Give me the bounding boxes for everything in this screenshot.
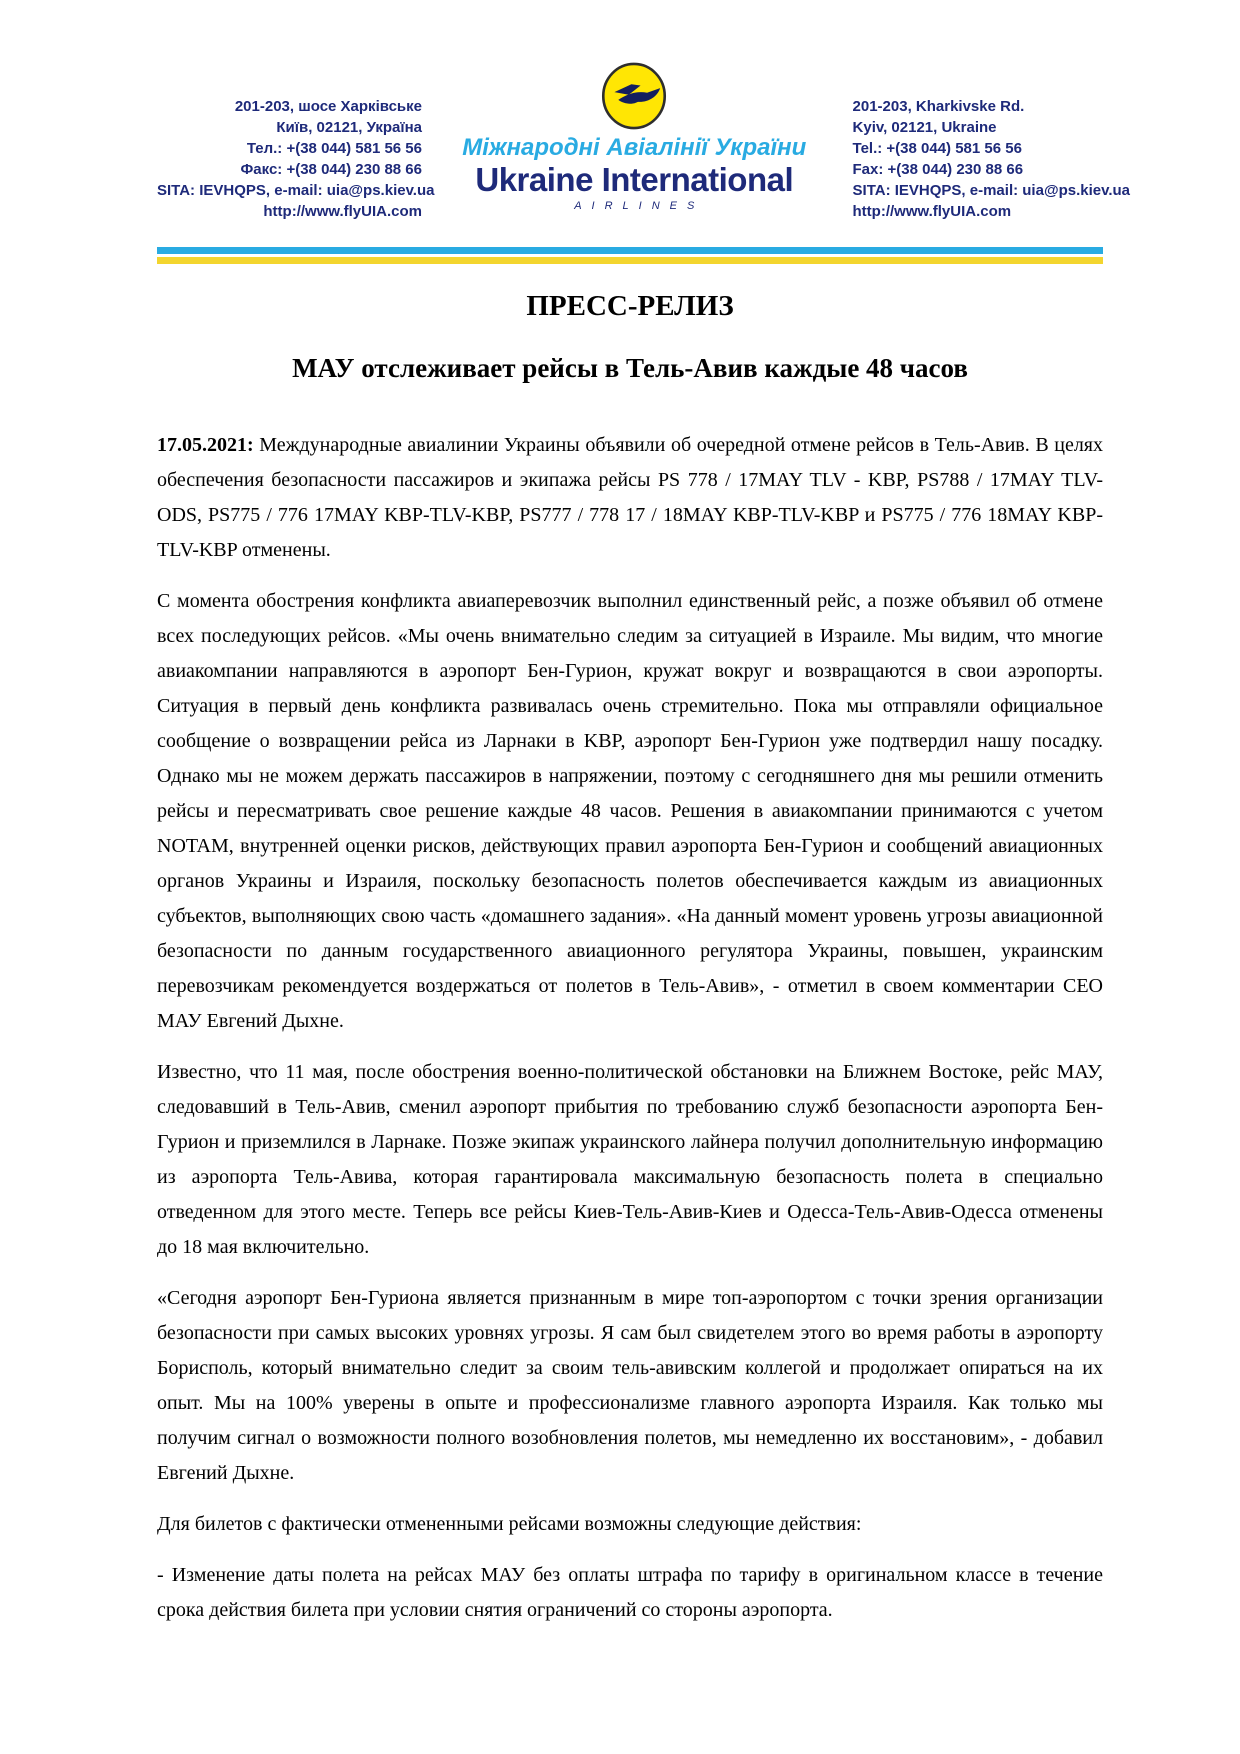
sita-email-line: SITA: IEVHQPS, e-mail: uia@ps.kiev.ua bbox=[852, 182, 1130, 199]
sita-email-line: SITA: IEVHQPS, e-mail: uia@ps.kiev.ua bbox=[157, 182, 435, 199]
website-line: http://www.flyUIA.com bbox=[263, 203, 422, 220]
brand-name-english: Ukraine International bbox=[475, 161, 794, 198]
address-block-english bbox=[847, 96, 1130, 222]
address-line: Київ, 02121, Україна bbox=[276, 119, 422, 136]
address-line: Kyiv, 02121, Ukraine bbox=[852, 119, 997, 136]
paragraph-2: С момента обострения конфликта авиаперевозчик выполнил единственный рейс, а позже объявил об отмене всех последующих рейсов. «Мы очень внимательно следим за ситуацией в Израиле. Мы видим, что многие авиакомпании направляются в аэропорт Бен-Гурион, кружат вокруг и возвращаются в свои аэропорты. Ситуация в первый день конфликта развивалась очень стремительно. Пока мы отправляли официальное сообщение о возвращении рейса из Ларнаки в KBP, аэропорт Бен-Гурион уже подтвердил нашу посадку. Однако мы не можем держать пассажиров в напряжении, поэтому с сегодняшнего дня мы решили отменить рейсы и пересматривать свое решение каждые 48 часов. Решения в авиакомпании принимаются с учетом NOTAM, внутренней оценки рисков, действующих правил аэропорта Бен-Гурион и сообщений авиационных органов Украины и Израиля, поскольку безопасность полетов обеспечивается каждым из авиационных субъектов, выполняющих свою часть «домашнего задания». «На данный момент уровень угрозы авиационной безопасности по данным государственного авиационного регулятора Украины, повышен, украинским перевозчикам рекомендуется воздержаться от полетов в Тель-Авив», - отметил в своем комментарии CEO МАУ Евгений Дыхне. bbox=[157, 590, 1103, 1032]
paragraph-3: Известно, что 11 мая, после обострения военно-политической обстановки на Ближнем Востоке, рейс МАУ, следовавший в Тель-Авив, сменил аэропорт прибытия по требованию служб безопасности аэропорта Бен-Гурион и приземлился в Ларнаке. Позже экипаж украинского лайнера получил дополнительную информацию из аэропорта Тель-Авива, которая гарантировала максимальную безопасность полета в специально отведенном для этого месте. Теперь все рейсы Киев-Тель-Авив-Киев и Одесса-Тель-Авив-Одесса отменены до 18 мая включительно. bbox=[157, 1061, 1103, 1258]
paragraph-4: «Сегодня аэропорт Бен-Гуриона является признанным в мире топ-аэропортом с точки зрения организации безопасности при самых высоких уровнях угрозы. Я сам был свидетелем этого во время работы в аэропорту Борисполь, который внимательно следит за своим тель-авивским коллегой и продолжает опираться на их опыт. Мы на 100% уверены в опыте и профессионализме главного аэропорта Израиля. Как только мы получим сигнал о возможности полного возобновления полетов, мы немедленно их восстановим», - добавил Евгений Дыхне. bbox=[157, 1287, 1103, 1484]
date-label: 17.05.2021: bbox=[157, 434, 254, 456]
divider-yellow-bar bbox=[157, 257, 1103, 264]
brand-block bbox=[422, 62, 847, 222]
paragraph-1 bbox=[157, 428, 1103, 568]
brand-name-ukrainian: Міжнародні Авіалінії України bbox=[462, 134, 807, 161]
divider-blue-bar bbox=[157, 247, 1103, 254]
body-text bbox=[157, 428, 1103, 1628]
uia-logo-icon bbox=[601, 62, 667, 130]
document-title: ПРЕСС-РЕЛИЗ bbox=[526, 290, 734, 322]
document-body bbox=[0, 290, 1240, 1628]
website-line: http://www.flyUIA.com bbox=[852, 203, 1012, 220]
document-subtitle: МАУ отслеживает рейсы в Тель-Авив каждые 48 часов bbox=[292, 353, 968, 383]
paragraph-5: Для билетов с фактически отмененными рейсами возможны следующие действия: bbox=[157, 1513, 862, 1535]
fax-line: Fax: +(38 044) 230 88 66 bbox=[852, 161, 1024, 178]
letterhead bbox=[0, 62, 1240, 222]
address-line: 201-203, шосе Харківське bbox=[234, 98, 422, 115]
brand-airlines-label: AIRLINES bbox=[574, 200, 705, 212]
paragraph-6: - Изменение даты полета на рейсах МАУ без оплаты штрафа по тарифу в оригинальном классе в течение срока действия билета при условии снятия ограничений со стороны аэропорта. bbox=[157, 1564, 1103, 1621]
address-block-ukrainian bbox=[157, 96, 435, 222]
fax-line: Факс: +(38 044) 230 88 66 bbox=[240, 161, 422, 178]
phone-line: Тел.: +(38 044) 581 56 56 bbox=[246, 140, 422, 157]
address-line: 201-203, Kharkivske Rd. bbox=[852, 98, 1025, 115]
flag-divider bbox=[157, 247, 1103, 264]
phone-line: Tel.: +(38 044) 581 56 56 bbox=[852, 140, 1022, 157]
paragraph-1-text: Международные авиалинии Украины объявили об очередной отмене рейсов в Тель-Авив. В целях обеспечения безопасности пассажиров и экипажа рейсы PS 778 / 17MAY TLV - KBP, PS788 / 17MAY TLV-ODS, PS775 / 776 17MAY KBP-TLV-KBP, PS777 / 778 17 / 18MAY KBP-TLV-KBP и PS775 / 776 18MAY KBP-TLV-KBP отменены. bbox=[157, 434, 1103, 561]
